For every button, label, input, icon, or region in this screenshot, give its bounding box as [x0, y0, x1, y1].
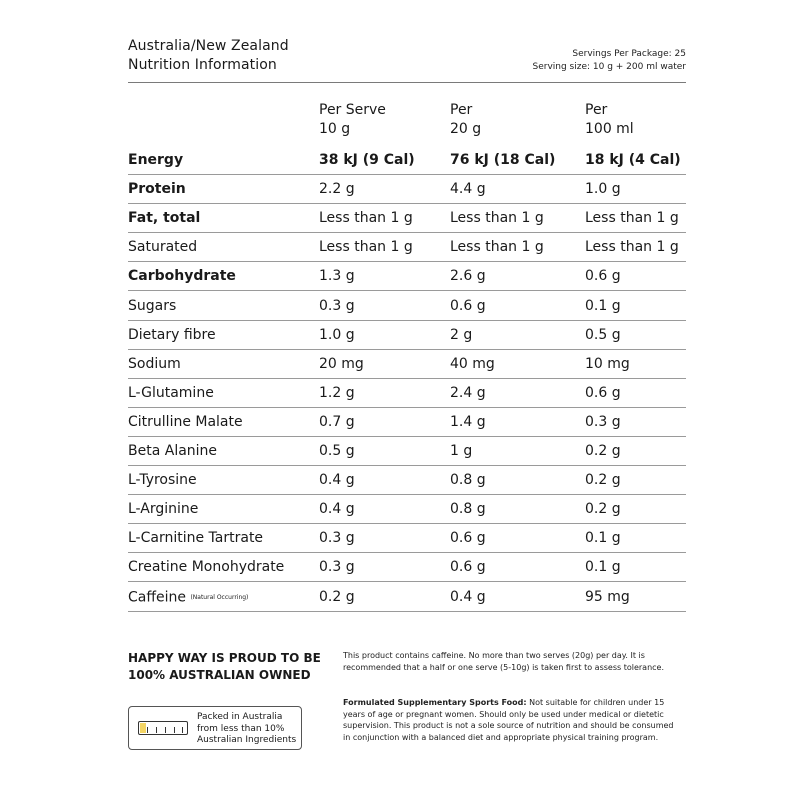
nutrient-name-text: Fat, total — [128, 210, 201, 227]
nutrient-note: (Natural Occurring) — [190, 593, 249, 601]
nutrient-name — [128, 495, 198, 524]
nutrient-value: 0.3 g — [319, 530, 355, 547]
nutrient-value: 38 kJ (9 Cal) — [319, 152, 415, 168]
ruler-tick — [174, 727, 175, 733]
nutrient-value: 1.0 g — [319, 326, 355, 343]
label-header — [128, 37, 686, 81]
column-header-line: Per — [585, 102, 608, 118]
nutrient-value: 0.4 g — [319, 501, 355, 518]
nutrient-value: Less than 1 g — [585, 210, 679, 227]
ruler-tick — [182, 727, 183, 733]
nutrient-name — [128, 204, 200, 233]
nutrient-value: 0.2 g — [585, 472, 621, 489]
table-row — [128, 175, 686, 204]
serving-size: Serving size: 10 g + 200 ml water — [532, 62, 686, 72]
nutrient-value: 0.4 g — [450, 588, 486, 605]
nutrient-value: 76 kJ (18 Cal) — [450, 152, 556, 168]
badge-line: from less than 10% — [197, 723, 285, 734]
nutrient-name-text: Creatine Monohydrate — [128, 559, 285, 576]
nutrient-name-text: Beta Alanine — [128, 443, 218, 459]
nutrient-name — [128, 466, 197, 495]
nutrient-value: 0.6 g — [450, 530, 486, 547]
column-header-per-serve — [319, 101, 386, 139]
badge-line: Australian Ingredients — [197, 735, 297, 745]
table-row — [128, 146, 686, 175]
badge-line: Packed in Australia — [197, 712, 283, 722]
ingredient-ruler-icon — [138, 721, 188, 735]
australian-owned-statement — [128, 650, 321, 684]
table-row — [128, 350, 686, 379]
nutrient-name — [128, 553, 284, 582]
nutrient-value: Less than 1 g — [585, 239, 679, 256]
formulated-text: Not suitable for children under 15 years of age or pregnant women. Should only be used under medical or dietetic supervision. This product is not a sole source of nutrition and should be consumed in conjunction with a balanced diet and appropriate physical training program. — [343, 698, 674, 742]
nutrient-value: 0.3 g — [319, 297, 355, 314]
nutrient-value: 4.4 g — [450, 181, 486, 198]
nutrient-value: Less than 1 g — [319, 239, 413, 256]
nutrient-value: 18 kJ (4 Cal) — [585, 152, 681, 168]
column-header-per-20g — [450, 101, 481, 139]
nutrient-value: 20 mg — [319, 355, 364, 372]
nutrient-value: 0.2 g — [319, 588, 355, 605]
nutrient-name — [128, 175, 186, 204]
nutrient-value: 0.6 g — [450, 559, 486, 576]
title-line-2: Nutrition Information — [128, 57, 277, 73]
table-row — [128, 583, 686, 612]
nutrient-name-text: L-Arginine — [128, 501, 199, 518]
column-header-line: 20 g — [450, 121, 482, 137]
badge-text — [197, 712, 296, 747]
nutrient-value: 0.2 g — [585, 501, 621, 518]
nutrient-name-text: L-Carnitine Tartrate — [128, 530, 264, 547]
nutrient-value: 0.8 g — [450, 501, 486, 518]
nutrient-value: 40 mg — [450, 355, 495, 372]
nutrient-value: 0.5 g — [319, 443, 355, 459]
nutrient-name — [128, 583, 248, 613]
nutrient-value: 2.4 g — [450, 384, 486, 401]
table-row — [128, 292, 686, 321]
nutrient-name-text: Saturated — [128, 239, 198, 256]
ruler-fill — [140, 723, 146, 733]
column-header-line: 100 ml — [585, 121, 634, 137]
table-row — [128, 495, 686, 524]
nutrient-value: 10 mg — [585, 355, 630, 372]
proud-line-1: HAPPY WAY IS PROUD TO BE — [128, 651, 321, 665]
column-header-line: 10 g — [319, 121, 351, 137]
column-header-line: Per — [450, 102, 473, 118]
table-row — [128, 408, 686, 437]
ruler-tick — [165, 727, 166, 733]
nutrient-value: 2 g — [450, 326, 473, 343]
nutrient-value: 0.1 g — [585, 297, 621, 314]
table-row — [128, 466, 686, 495]
table-row — [128, 233, 686, 262]
nutrient-value: 95 mg — [585, 588, 630, 605]
nutrient-name — [128, 233, 197, 262]
nutrient-name — [128, 262, 236, 291]
servings-per-package: Servings Per Package: 25 — [572, 49, 686, 59]
nutrient-value: 0.2 g — [585, 443, 621, 459]
nutrient-value: 2.2 g — [319, 181, 355, 198]
nutrient-value: 1.4 g — [450, 413, 486, 430]
header-divider — [128, 82, 686, 83]
nutrient-name-text: Sodium — [128, 355, 181, 372]
nutrient-name-text: L-Glutamine — [128, 384, 214, 401]
nutrient-value: 0.4 g — [319, 472, 355, 489]
nutrient-name — [128, 321, 216, 350]
nutrient-value: Less than 1 g — [450, 239, 544, 256]
nutrient-value: 0.3 g — [585, 413, 621, 430]
table-row — [128, 204, 686, 233]
nutrient-name-text: Caffeine — [128, 589, 186, 605]
nutrient-value: Less than 1 g — [319, 210, 413, 227]
table-row — [128, 524, 686, 553]
proud-line-2: 100% AUSTRALIAN OWNED — [128, 668, 311, 682]
column-header-per-100ml — [585, 101, 634, 139]
nutrient-name — [128, 408, 243, 437]
nutrient-name — [128, 146, 183, 175]
formulated-sports-food-notice — [343, 697, 675, 743]
nutrient-value: 0.1 g — [585, 559, 621, 576]
nutrient-value: 0.5 g — [585, 326, 621, 343]
nutrient-name — [128, 524, 263, 553]
nutrient-value: 0.7 g — [319, 413, 355, 430]
nutrient-value: 0.6 g — [585, 384, 621, 401]
nutrient-name — [128, 379, 214, 408]
nutrient-name — [128, 292, 176, 321]
table-row — [128, 379, 686, 408]
ruler-tick — [147, 727, 148, 733]
nutrient-value: 1.2 g — [319, 384, 355, 401]
nutrient-name-text: Protein — [128, 181, 186, 198]
table-row — [128, 437, 686, 466]
table-row — [128, 321, 686, 350]
nutrient-value: 1.0 g — [585, 181, 621, 198]
nutrient-name-text: Carbohydrate — [128, 268, 236, 285]
nutrient-value: 2.6 g — [450, 268, 486, 285]
formulated-label: Formulated Supplementary Sports Food: — [343, 698, 527, 707]
nutrient-value: 0.3 g — [319, 559, 355, 576]
column-header-line: Per Serve — [319, 102, 386, 118]
nutrient-value: Less than 1 g — [450, 210, 544, 227]
caffeine-warning: This product contains caffeine. No more than two serves (20g) per day. It is recommended that a half or one serve (5-10g) is taken first to assess tolerance. — [343, 651, 665, 672]
nutrient-name-text: Energy — [128, 152, 184, 168]
nutrient-value: 0.6 g — [585, 268, 621, 285]
table-row — [128, 262, 686, 291]
row-divider — [128, 611, 686, 612]
title-line-1: Australia/New Zealand — [128, 38, 289, 54]
table-row — [128, 553, 686, 582]
nutrient-value: 0.6 g — [450, 297, 486, 314]
packed-in-australia-badge — [128, 706, 302, 750]
nutrient-name-text: Citrulline Malate — [128, 413, 243, 430]
nutrient-name-text: Sugars — [128, 297, 177, 314]
nutrient-value: 1 g — [450, 443, 473, 459]
nutrient-name — [128, 437, 217, 466]
nutrient-name-text: Dietary fibre — [128, 326, 216, 343]
nutrient-value: 0.1 g — [585, 530, 621, 547]
nutrient-value: 1.3 g — [319, 268, 355, 285]
nutrient-name — [128, 350, 181, 379]
ruler-tick — [156, 727, 157, 733]
nutrient-name-text: L-Tyrosine — [128, 472, 197, 489]
serving-info — [533, 48, 687, 74]
nutrient-value: 0.8 g — [450, 472, 486, 489]
